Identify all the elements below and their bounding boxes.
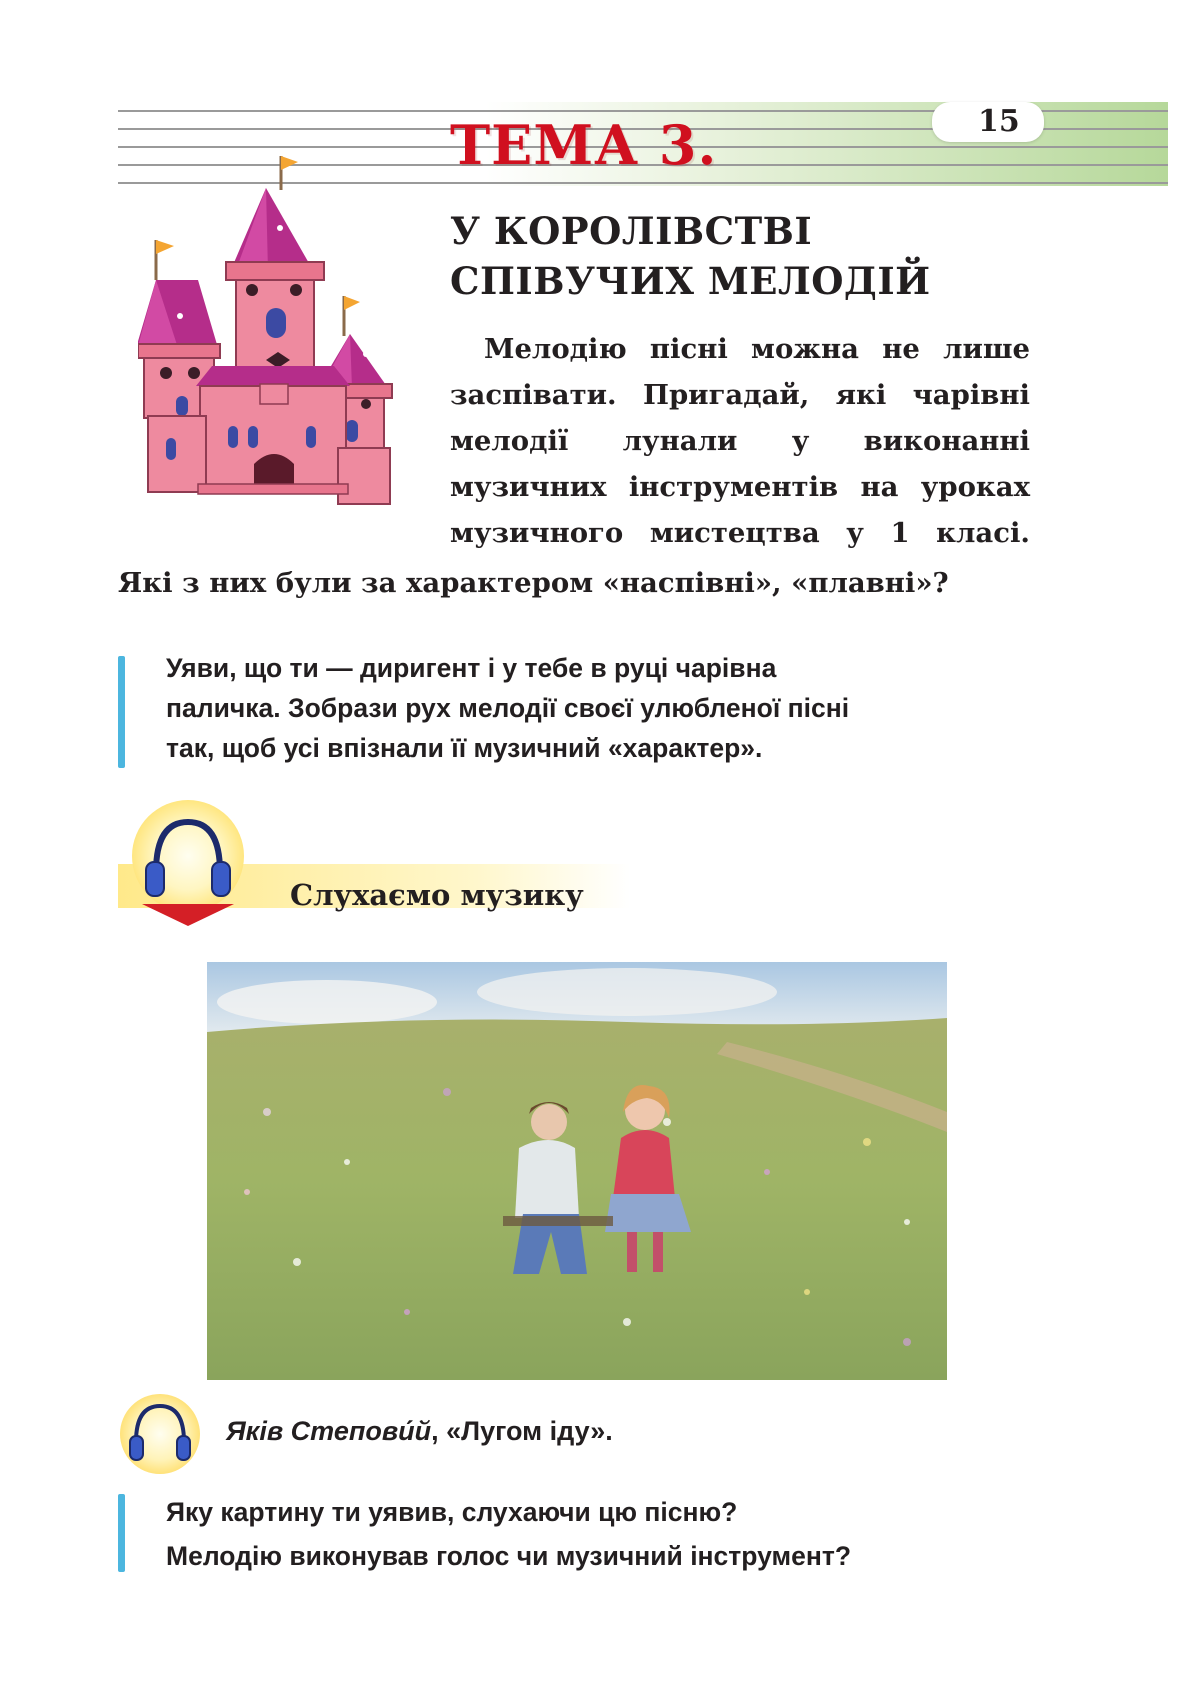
song-credit — [226, 1416, 613, 1447]
listening-banner — [118, 800, 638, 940]
intro-line: Мелодію пісні можна не лише — [484, 333, 1030, 365]
section-title-line: У КОРОЛІВСТВІ — [450, 209, 813, 253]
task-line: Уяви, що ти — диригент і у тебе в руці чарівна — [166, 653, 777, 683]
flag-icon — [281, 156, 298, 190]
page-number: 15 — [978, 104, 1020, 139]
flag-icon — [344, 296, 360, 336]
castle-illustration — [138, 148, 408, 520]
section-title — [450, 206, 1010, 306]
headphones-icon — [118, 1392, 202, 1476]
song-separator: , — [431, 1416, 447, 1446]
flag-icon — [156, 240, 174, 280]
intro-paragraph — [450, 326, 1030, 556]
intro-line: заспівати. Пригадай, які чарівні — [450, 379, 1030, 411]
theme-title: ТЕМА 3. — [450, 113, 718, 177]
task-line: Яку картину ти уявив, слухаючи цю пісню? — [166, 1497, 738, 1527]
painting-children-in-meadow — [207, 962, 947, 1380]
task-line: Мелодію виконував голос чи музичний інструмент? — [166, 1541, 852, 1571]
listening-label: Слухаємо музику — [290, 878, 584, 912]
task-marker-bar — [118, 1494, 125, 1572]
task-marker-bar — [118, 656, 125, 768]
task-text — [166, 1490, 1032, 1578]
intro-line: музичних інструментів на уроках — [450, 471, 1030, 503]
task-text — [166, 648, 1032, 768]
song-author: Яків Степови́й — [226, 1416, 432, 1446]
intro-line: музичного мистецтва у 1 класі. — [450, 517, 1030, 549]
question-line: Які з них були за характером «наспівні», «плавні»? — [118, 567, 949, 599]
section-title-line: СПІВУЧИХ МЕЛОДІЙ — [450, 259, 931, 303]
banner-arrow — [142, 904, 234, 926]
song-title: «Лугом іду». — [446, 1416, 613, 1446]
intro-line: мелодії лунали у виконанні — [450, 425, 1030, 457]
task-line: так, щоб усі впізнали її музичний «характер». — [166, 733, 763, 763]
task-line: паличка. Зобрази рух мелодії своєї улюбленої пісні — [166, 693, 850, 723]
